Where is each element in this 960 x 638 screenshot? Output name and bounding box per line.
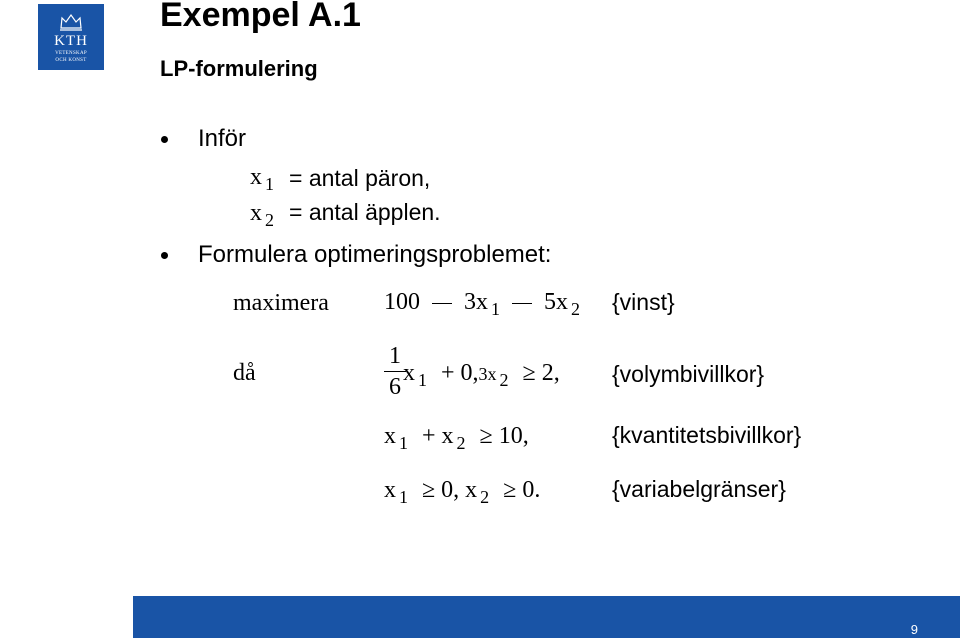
- maximize-label: maximera: [233, 290, 329, 316]
- slide-subtitle: LP-formulering: [160, 56, 318, 81]
- constraint-1-comment: {volymbivillkor}: [612, 361, 765, 387]
- definition-variable: x $_2$: [250, 200, 274, 230]
- bullet-marker: [161, 252, 168, 259]
- definition-variable: x $_1$: [250, 164, 274, 194]
- constraint-2: x $_1$ + x $_2$ ≥ 10,: [384, 423, 529, 453]
- fraction: 1 6: [384, 344, 406, 399]
- bullet-text: Formulera optimeringsproblemet:: [198, 241, 552, 268]
- kth-logo: [38, 4, 104, 70]
- objective-expression: 100 3x $_1$ 5x $_2$: [384, 289, 580, 319]
- subject-to-label: då: [233, 360, 256, 386]
- objective-comment: {vinst}: [612, 289, 675, 315]
- bullet-marker: [161, 136, 168, 143]
- footer-bar: [133, 596, 960, 638]
- constraint-1: x $_1$ + 0,3x $_2$ ≥ 2,: [403, 360, 560, 390]
- constraint-3-comment: {variabelgränser}: [612, 476, 786, 502]
- constraint-3: x $_1$ ≥ 0, x $_2$ ≥ 0.: [384, 477, 541, 507]
- logo-text: KTH: [54, 33, 88, 49]
- page-number: 9: [910, 622, 918, 637]
- logo-subtext: OCH KONST: [55, 58, 87, 63]
- constraint-2-comment: {kvantitetsbivillkor}: [612, 422, 802, 448]
- bullet-text: Inför: [198, 125, 247, 152]
- definition-text: = antal äpplen.: [289, 199, 441, 225]
- slide-title: Exempel A.1: [160, 0, 361, 34]
- definition-text: = antal päron,: [289, 165, 431, 191]
- logo-subtext: VETENSKAP: [55, 51, 87, 56]
